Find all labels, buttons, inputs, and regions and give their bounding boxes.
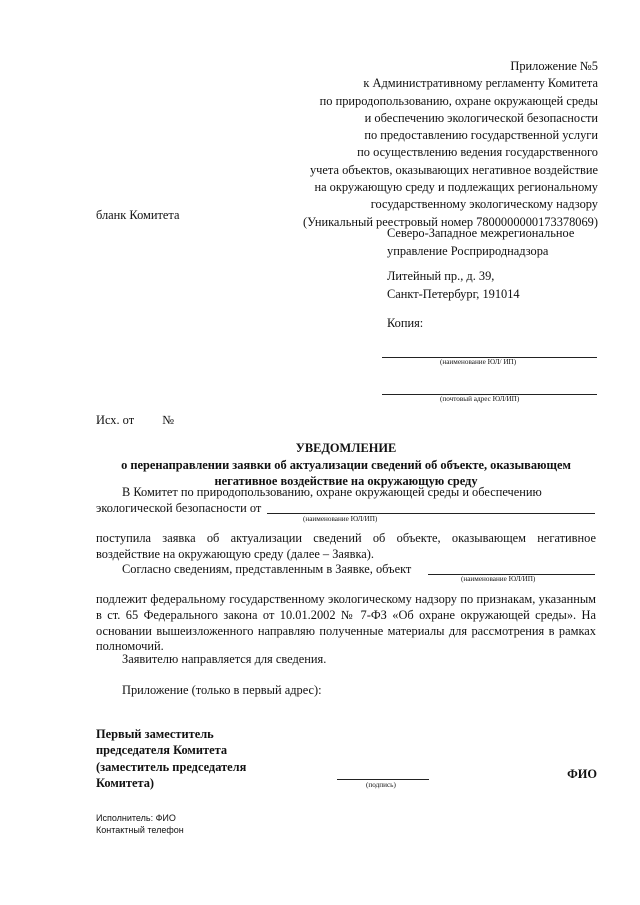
recipient-address-line: Санкт-Петербург, 191014 bbox=[387, 286, 520, 301]
appendix-line: Приложение №5 bbox=[510, 59, 598, 73]
signatory-line: Комитета) bbox=[96, 775, 155, 790]
letterhead-label: бланк Комитета bbox=[96, 208, 180, 222]
caption-name: (наименование ЮЛ/ ИП) bbox=[440, 358, 517, 366]
caption-applicant-2: (наименование ЮЛ/ИП) bbox=[461, 575, 536, 583]
caption-post: (почтовый адрес ЮЛ/ИП) bbox=[440, 395, 520, 403]
notice-subtitle-line: о перенаправлении заявки об актуализации сведений об объекте, оказывающем bbox=[121, 458, 571, 472]
signatory-line: (заместитель председателя bbox=[96, 759, 247, 774]
signature-line bbox=[337, 779, 429, 780]
executor-label: Исполнитель: ФИО bbox=[96, 813, 176, 823]
recipient-org-line: Северо-Западное межрегиональное bbox=[387, 226, 575, 240]
recipient-org bbox=[387, 225, 574, 260]
body-paragraph-2-line1: Согласно сведениям, представленным в Заявке, объект bbox=[122, 562, 412, 576]
outgoing-ref-label: Исх. от bbox=[96, 413, 135, 427]
appendix-line: по природопользованию, охране окружающей среды bbox=[319, 93, 598, 108]
appendix-line: государственному экологическому надзору bbox=[370, 197, 598, 212]
caption-signature: (подпись) bbox=[366, 781, 396, 789]
notice-subtitle-line: негативное воздействие на окружающую среду bbox=[214, 474, 478, 488]
body-paragraph-3: Заявителю направляется для сведения. bbox=[122, 652, 327, 666]
body-paragraph-2-cont: подлежит федеральному государственному экологическому надзору по признакам, указанным в ст. 65 Федерального закона от 10.01.2002 № 7-ФЗ «Об охране окружающей среды». На основании вышеизложенного направляю полученные материалы для рассмотрения в рамках полномочий. bbox=[96, 592, 596, 654]
recipient-org-line: управление Росприроднадзора bbox=[387, 243, 549, 258]
outgoing-ref bbox=[96, 413, 174, 428]
appendix-line: к Административному регламенту Комитета bbox=[363, 76, 598, 91]
appendix-line: учета объектов, оказывающих негативное воздействие bbox=[309, 162, 598, 177]
applicant-blank-line bbox=[267, 513, 595, 514]
appendix-line: и обеспечению экологической безопасности bbox=[364, 110, 598, 125]
appendix-line: по предоставлению государственной услуги bbox=[364, 128, 598, 143]
notice-title: УВЕДОМЛЕНИЕ bbox=[295, 441, 397, 455]
signatory-fio: ФИО bbox=[567, 767, 597, 781]
copy-label: Копия: bbox=[387, 316, 424, 330]
body-paragraph-1-cont: поступила заявка об актуализации сведений об объекте, оказывающем негативное воздействие на окружающую среду (далее – Заявка). bbox=[96, 531, 596, 561]
outgoing-number-sign: № bbox=[162, 413, 175, 427]
caption-applicant-1: (наименование ЮЛ/ИП) bbox=[303, 515, 378, 523]
body-paragraph-1-line2: экологической безопасности от bbox=[96, 501, 262, 515]
appendix-line: по осуществлению ведения государственного bbox=[357, 145, 598, 160]
signatory-line: председателя Комитета bbox=[96, 743, 228, 758]
body-paragraph-1-line1: В Комитет по природопользованию, охране окружающей среды и обеспечению bbox=[122, 485, 542, 499]
recipient-address bbox=[387, 268, 520, 303]
signatory-title bbox=[96, 726, 246, 791]
appendix-line: (Уникальный реестровый номер 7800000000173378069) bbox=[303, 214, 598, 229]
appendix-line: на окружающую среду и подлежащих региональному bbox=[314, 180, 598, 195]
appendix-header bbox=[258, 58, 598, 231]
body-paragraph-4: Приложение (только в первый адрес): bbox=[122, 683, 322, 697]
signatory-line: Первый заместитель bbox=[96, 727, 214, 741]
recipient-address-line: Литейный пр., д. 39, bbox=[387, 269, 495, 283]
contact-phone-label: Контактный телефон bbox=[96, 825, 184, 835]
